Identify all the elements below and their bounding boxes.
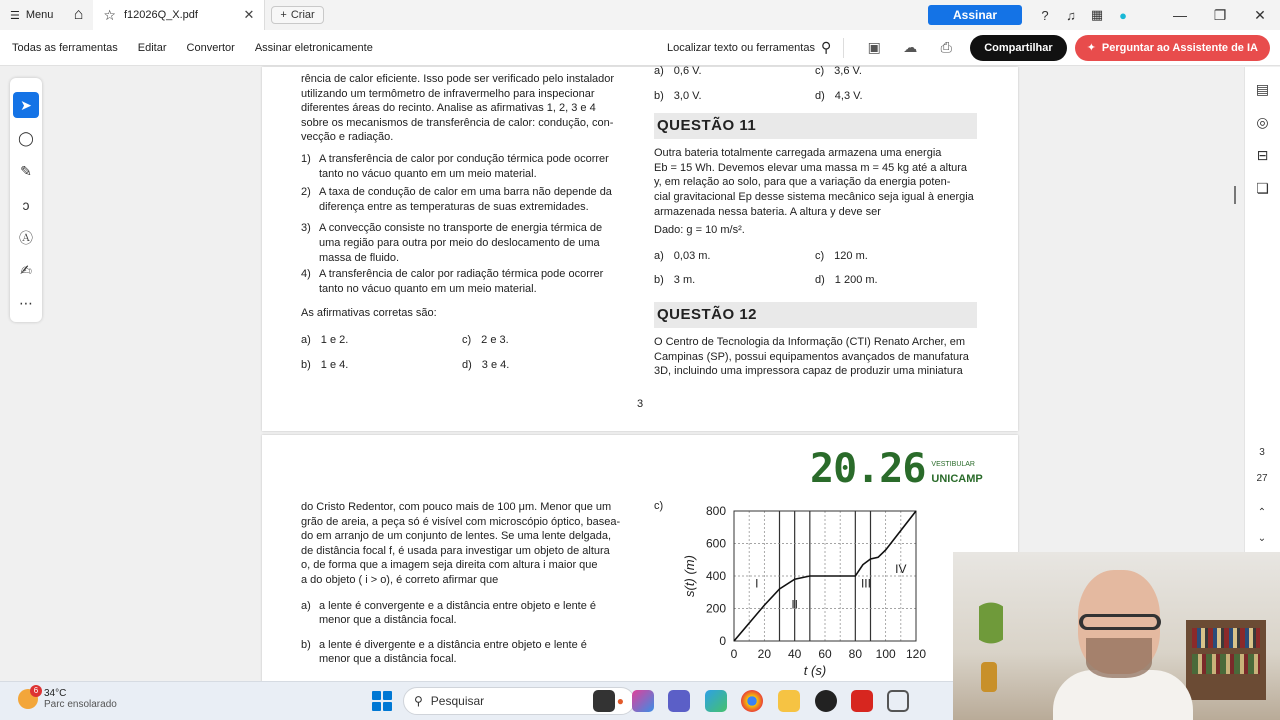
correct-prompt: As afirmativas corretas são: <box>301 307 437 320</box>
bookmark-icon[interactable]: ⊟ <box>1256 147 1269 163</box>
y-tick-label: 200 <box>705 601 726 616</box>
help-icon[interactable]: ? <box>1041 7 1049 23</box>
text-line: diferentes áreas do recinto. Analise as afirmativas 1, 2, 3 e 4 <box>301 102 596 115</box>
y-axis-label: s(t) (m) <box>682 555 697 597</box>
close-window-icon[interactable]: ✕ <box>1254 6 1266 23</box>
given-data: Dado: g = 10 m/s². <box>654 224 745 237</box>
y-tick-label: 600 <box>705 536 726 551</box>
ai-sparkle-icon: ✦ <box>1086 42 1096 54</box>
chevron-down-icon[interactable]: ⌄ <box>1257 533 1267 544</box>
comments-panel-icon[interactable]: ▤ <box>1255 81 1270 97</box>
question-10-column <box>301 72 625 372</box>
text-line: do em arranjo de um conjunto de lentes. Se uma lente delgada, <box>301 530 612 543</box>
option-text: 3 e 4. <box>481 358 510 371</box>
tool-convert[interactable]: Convertor <box>186 41 235 54</box>
comment-icon[interactable]: ◯ <box>18 130 34 146</box>
copilot-icon[interactable] <box>632 690 654 712</box>
option-c[interactable] <box>815 64 976 79</box>
option-letter: a) <box>301 599 311 612</box>
question-11-heading: QUESTÃO 11 <box>654 113 977 139</box>
tool-edit[interactable]: Editar <box>137 41 167 54</box>
text-line: Eb = 15 Wh. Devemos elevar uma massa m = 45 kg até a altura <box>654 161 968 174</box>
answer-options <box>301 333 625 372</box>
chevron-up-icon[interactable]: ⌃ <box>1257 507 1267 518</box>
option-letter: b) <box>654 89 664 102</box>
option-text: 3,6 V. <box>834 65 862 77</box>
text-line: sobre os mecanismos de transferência de calor: condução, con- <box>301 116 614 129</box>
menu-label: Menu <box>25 9 54 21</box>
option-c-label: c) <box>654 500 664 512</box>
text-line: a lente é divergente e a distância entre objeto e lente é <box>319 638 587 651</box>
option-letter: d) <box>815 274 825 287</box>
option-letter: b) <box>654 274 664 287</box>
statement-1 <box>301 152 625 181</box>
logo-subtitle: VESTIBULAR <box>931 460 975 468</box>
apps-grid-icon[interactable]: ▦ <box>1090 7 1104 22</box>
statement-number: 2) <box>301 186 311 199</box>
option-text: 3 m. <box>673 274 696 287</box>
search-placeholder: Pesquisar <box>430 694 485 708</box>
statement-number: 3) <box>301 222 311 235</box>
option-b[interactable] <box>654 273 815 288</box>
search-icon: ⚲ <box>820 39 832 55</box>
total-pages: 27 <box>1256 473 1268 484</box>
text-line: a do objeto ( i > o), é correto afirmar que <box>301 573 499 586</box>
option-b[interactable] <box>301 358 462 373</box>
y-tick-label: 0 <box>719 634 726 648</box>
select-cursor-icon[interactable]: ➤ <box>13 92 39 118</box>
more-icon[interactable]: ⋯ <box>19 295 33 311</box>
option-letter: b) <box>301 638 311 651</box>
webcam-overlay <box>953 552 1280 720</box>
option-a[interactable] <box>654 64 815 79</box>
pages-icon[interactable]: ❏ <box>1256 180 1269 196</box>
document-tab[interactable] <box>93 0 265 30</box>
share-button[interactable]: Compartilhar <box>970 35 1066 61</box>
x-tick-label: 20 <box>757 647 772 661</box>
text-line: Outra bateria totalmente carregada armazena uma energia <box>654 147 942 160</box>
acrobat-icon[interactable] <box>851 690 873 712</box>
books <box>1192 628 1260 648</box>
temperature: 34°C <box>44 688 67 699</box>
statement-3 <box>301 221 625 265</box>
option-text: 120 m. <box>834 249 868 262</box>
text-line: tanto no vácuo quanto em um meio material. <box>319 167 537 180</box>
text-line: tanto no vácuo quanto em um meio material. <box>319 282 537 295</box>
pdf-page-4 <box>262 435 1018 695</box>
text-box-icon[interactable]: Ⓐ <box>19 229 33 246</box>
text-line: O Centro de Tecnologia da Informação (CTI) Renato Archer, em <box>654 335 966 348</box>
text-line: o, de forma que a imagem seja direita com altura i maior que <box>301 559 598 572</box>
statement-list <box>301 152 625 296</box>
statement-number: 1) <box>301 152 311 165</box>
home-icon[interactable]: ⌂ <box>73 6 84 23</box>
weather-widget[interactable] <box>18 688 117 710</box>
tool-esign[interactable]: Assinar eletronicamente <box>254 41 373 54</box>
ai-label: Perguntar ao Assistente de IA <box>1101 41 1258 54</box>
fill-sign-icon[interactable]: ✍ <box>20 262 32 278</box>
search-icon: ⚲ <box>414 694 423 708</box>
presenter-beard <box>1086 638 1152 678</box>
option-letter: d) <box>815 89 825 102</box>
tool-all-tools[interactable]: Todas as ferramentas <box>12 41 118 54</box>
tab-title: f12026Q_X.pdf <box>123 9 198 21</box>
vase <box>981 662 997 692</box>
task-view-icon[interactable] <box>593 690 615 712</box>
search-highlight-icon: ● <box>616 694 624 708</box>
text-line: do Cristo Redentor, com pouco mais de 100 μm. Menor que um <box>301 501 612 513</box>
page-number: 3 <box>636 398 644 410</box>
position-time-chart <box>678 501 948 681</box>
text-line: menor que a distância focal. <box>319 614 457 627</box>
option-d[interactable] <box>815 89 976 104</box>
option-text: 0,03 m. <box>673 249 711 262</box>
option-text: 2 e 3. <box>481 333 509 346</box>
text-line: y, em relação ao solo, para que a variação da energia poten- <box>654 176 951 189</box>
option-text: 0,6 V. <box>673 65 702 77</box>
option-text: 1 e 4. <box>320 358 349 371</box>
option-letter: b) <box>301 358 311 371</box>
text-line: utilizando um termômetro de infravermelho para inspecionar <box>301 87 595 100</box>
region-label: IV <box>895 561 907 576</box>
notification-badge: 6 <box>30 685 42 697</box>
question-12-text <box>654 335 977 379</box>
page-indicator <box>1248 440 1276 552</box>
plus-icon: + <box>280 9 287 21</box>
text-line: Campinas (SP), possui equipamentos avançados de manufatura <box>654 350 969 363</box>
text-line: menor que a distância focal. <box>319 653 457 666</box>
option-b[interactable] <box>301 638 625 667</box>
y-tick-label: 400 <box>705 569 726 583</box>
lasso-icon[interactable]: ↄ <box>22 196 30 213</box>
ai-assistant-button[interactable] <box>1075 35 1270 61</box>
save-icon[interactable]: ▣ <box>867 39 881 55</box>
left-tool-rail <box>10 78 42 322</box>
text-line: vecção e radiação. <box>301 131 394 144</box>
x-tick-label: 0 <box>730 647 738 661</box>
option-letter: c) <box>815 65 825 77</box>
region-label: III <box>860 576 871 591</box>
question-11-options <box>654 249 977 288</box>
highlight-pen-icon[interactable]: ✎ <box>20 163 32 179</box>
previous-question-options <box>654 64 977 103</box>
ai-chat-icon[interactable]: ◎ <box>1256 114 1269 130</box>
option-a[interactable] <box>301 599 625 628</box>
option-c[interactable] <box>815 249 976 264</box>
option-a[interactable] <box>301 333 462 348</box>
presenter-glasses <box>1079 614 1161 630</box>
current-page-number[interactable]: 3 <box>1259 447 1265 458</box>
intro-text <box>301 72 625 145</box>
text-line: de distância focal f, é usada para investigar um objeto de altura <box>301 544 610 557</box>
option-text: 1 200 m. <box>834 274 878 287</box>
option-text: 1 e 2. <box>320 333 349 346</box>
divider <box>843 38 844 58</box>
option-c[interactable] <box>462 333 623 348</box>
close-tab-icon[interactable]: ✕ <box>243 7 255 22</box>
option-d[interactable] <box>462 358 623 373</box>
option-a[interactable] <box>654 249 815 264</box>
y-tick-label: 800 <box>705 504 726 518</box>
text-line: diferença entre as temperaturas de suas extremidades. <box>319 200 589 213</box>
option-text: 4,3 V. <box>834 89 863 102</box>
edge-icon[interactable] <box>705 690 727 712</box>
title-bar <box>0 0 1280 30</box>
text-line: A taxa de condução de calor em uma barra não depende da <box>319 186 612 199</box>
find-label: Localizar texto ou ferramentas <box>666 41 815 54</box>
text-line: 3D, incluindo uma impressora capaz de produzir uma miniatura <box>654 365 963 378</box>
x-tick-label: 40 <box>787 647 802 661</box>
menu-button[interactable] <box>0 0 63 30</box>
region-label: II <box>791 597 799 612</box>
text-line: A transferência de calor por condução térmica pode ocorrer <box>319 152 609 165</box>
x-tick-label: 120 <box>905 647 927 661</box>
upload-cloud-icon[interactable]: ☁ <box>903 39 918 55</box>
logo-brand: UNICAMP <box>931 473 983 486</box>
chrome-icon[interactable] <box>741 690 763 712</box>
statement-4 <box>301 267 625 296</box>
logo-text <box>931 458 982 487</box>
right-column <box>654 64 977 379</box>
question-12-heading: QUESTÃO 12 <box>654 302 977 328</box>
unicamp-logo <box>810 446 983 492</box>
books <box>1192 654 1260 674</box>
question-11-text <box>654 146 977 219</box>
option-letter: a) <box>654 65 664 77</box>
position-curve <box>734 511 916 641</box>
option-letter: c) <box>815 249 825 262</box>
minimize-icon[interactable]: — <box>1173 7 1187 23</box>
text-line: cial gravitacional Ep desse sistema mecânico seja igual à energia <box>654 190 974 203</box>
option-letter: c) <box>462 333 472 346</box>
print-icon[interactable]: ⎙ <box>940 39 952 55</box>
new-tab-button[interactable] <box>271 6 323 24</box>
option-letter: d) <box>462 358 472 371</box>
x-axis-label: t (s) <box>803 663 827 678</box>
text-line: massa de fluido. <box>319 251 400 264</box>
sign-button[interactable]: Assinar <box>928 5 1022 25</box>
x-tick-label: 60 <box>818 647 832 661</box>
option-letter: a) <box>301 333 311 346</box>
restore-icon[interactable]: ❐ <box>1213 6 1227 23</box>
file-explorer-icon[interactable] <box>778 690 800 712</box>
option-d[interactable] <box>815 273 976 288</box>
snipping-tool-icon[interactable] <box>887 690 909 712</box>
new-tab-label: Criar <box>290 9 315 21</box>
pdf-page-3 <box>262 67 1018 431</box>
teams-icon[interactable] <box>668 690 690 712</box>
statement-2 <box>301 185 625 214</box>
statement-number: 4) <box>301 268 311 281</box>
profile-icon[interactable]: ● <box>1119 7 1127 23</box>
text-line: rência de calor eficiente. Isso pode ser verificado pelo instalador <box>301 73 615 85</box>
text-line: a lente é convergente e a distância entre objeto e lente é <box>319 599 597 612</box>
option-letter: a) <box>654 249 664 262</box>
obs-icon[interactable] <box>815 690 837 712</box>
bell-icon[interactable]: ♫ <box>1066 7 1076 23</box>
windows-start-icon[interactable] <box>372 691 392 711</box>
star-icon[interactable]: ☆ <box>103 6 116 23</box>
text-line: A convecção consiste no transporte de energia térmica de <box>319 222 603 235</box>
text-line: armazenada nessa bateria. A altura y deve ser <box>654 205 881 218</box>
find-tools[interactable] <box>667 39 831 56</box>
logo-year: 20.26 <box>810 446 926 492</box>
text-line: grão de areia, a peça só é visível com microscópio óptico, basea- <box>301 515 621 528</box>
weather-sun-icon <box>18 686 39 709</box>
option-text: 3,0 V. <box>673 89 702 102</box>
main-toolbar <box>0 30 1280 66</box>
x-tick-label: 80 <box>848 647 863 661</box>
question-12-continued <box>301 500 625 667</box>
text-line: uma região para outra por meio do deslocamento de uma <box>319 236 600 249</box>
x-tick-label: 100 <box>875 647 896 661</box>
text-line: A transferência de calor por radiação térmica pode ocorrer <box>319 268 604 281</box>
region-label: I <box>755 576 759 591</box>
option-b[interactable] <box>654 89 815 104</box>
hamburger-icon: ☰ <box>10 9 20 22</box>
weather-description: Parc ensolarado <box>44 699 117 710</box>
scrollbar-thumb[interactable] <box>1234 186 1236 204</box>
